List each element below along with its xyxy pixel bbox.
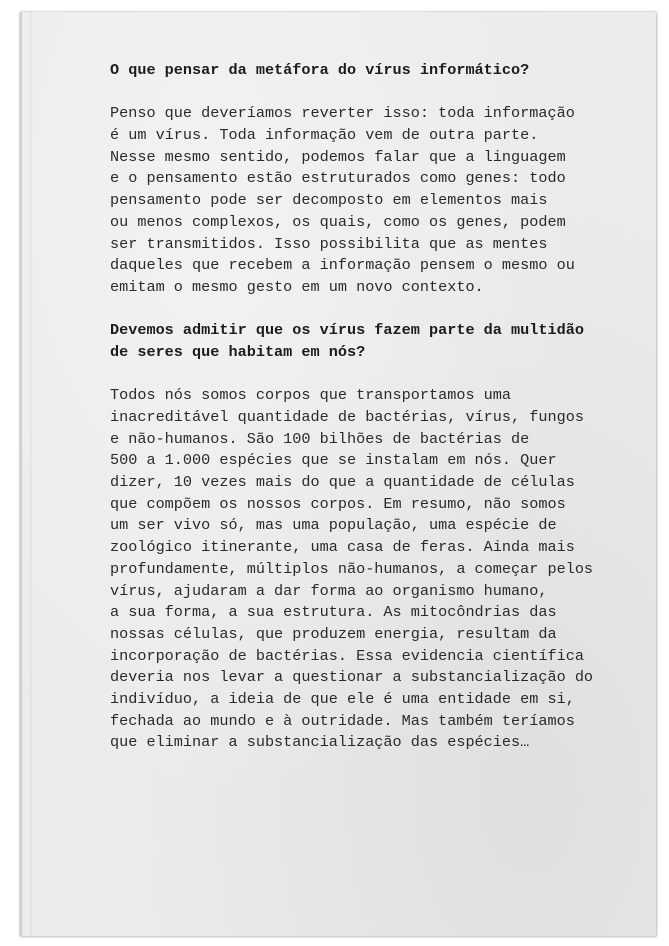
answer-line: um ser vivo só, mas uma população, uma espécie de — [110, 516, 557, 535]
question-line: de seres que habitam em nós? — [110, 342, 366, 361]
answer-2 — [110, 385, 610, 754]
answer-line: emitam o mesmo gesto em um novo contexto. — [110, 277, 484, 296]
paragraph-gap — [110, 299, 610, 321]
answer-line: indivíduo, a ideia de que ele é uma entidade em si, — [110, 689, 575, 708]
question-2 — [110, 320, 610, 363]
answer-line: é um vírus. Toda informação vem de outra parte. — [110, 126, 539, 145]
paragraph-gap — [110, 364, 610, 386]
answer-line: Todos nós somos corpos que transportamos uma — [110, 386, 512, 405]
answer-line: 500 a 1.000 espécies que se instalam em nós. Quer — [110, 451, 557, 470]
paragraph-gap — [110, 82, 610, 104]
answer-line: e não-humanos. São 100 bilhões de bactérias de — [110, 429, 530, 448]
answer-line: Nesse mesmo sentido, podemos falar que a linguagem — [110, 147, 566, 166]
answer-line: nossas células, que produzem energia, resultam da — [110, 624, 557, 643]
answer-line: ser transmitidos. Isso possibilita que as mentes — [110, 234, 548, 253]
answer-line: Penso que deveríamos reverter isso: toda informação — [110, 104, 575, 123]
answer-line: ou menos complexos, os quais, como os genes, podem — [110, 212, 566, 231]
answer-line: e o pensamento estão estruturados como genes: todo — [110, 169, 566, 188]
answer-line: profundamente, múltiplos não-humanos, a começar pelos — [110, 559, 594, 578]
answer-line: daqueles que recebem a informação pensem o mesmo ou — [110, 256, 575, 275]
answer-line: inacreditável quantidade de bactérias, vírus, fungos — [110, 408, 584, 426]
answer-line: que eliminar a substancialização das espécies… — [110, 733, 530, 752]
answer-line: fechada ao mundo e à outridade. Mas também teríamos — [110, 711, 575, 730]
answer-line: dizer, 10 vezes mais do que a quantidade de células — [110, 473, 575, 492]
answer-line: que compõem os nossos corpos. Em resumo, não somos — [110, 494, 566, 513]
answer-line: vírus, ajudaram a dar forma ao organismo humano, — [110, 581, 548, 600]
answer-line: deveria nos levar a questionar a substancialização do — [110, 668, 594, 687]
answer-line: a sua forma, a sua estrutura. As mitocôndrias das — [110, 603, 557, 622]
answer-line: pensamento pode ser decomposto em elementos mais — [110, 191, 548, 210]
question-line: Devemos admitir que os vírus fazem parte da multidão — [110, 321, 584, 340]
document-text — [110, 60, 610, 754]
page-fold-shadow — [30, 12, 32, 936]
answer-line: zoológico itinerante, uma casa de feras. Ainda mais — [110, 538, 575, 557]
question-1 — [110, 60, 610, 82]
question-line: O que pensar da metáfora do vírus informático? — [110, 61, 530, 79]
answer-line: incorporação de bactérias. Essa evidencia científica — [110, 646, 584, 665]
answer-1 — [110, 103, 610, 298]
